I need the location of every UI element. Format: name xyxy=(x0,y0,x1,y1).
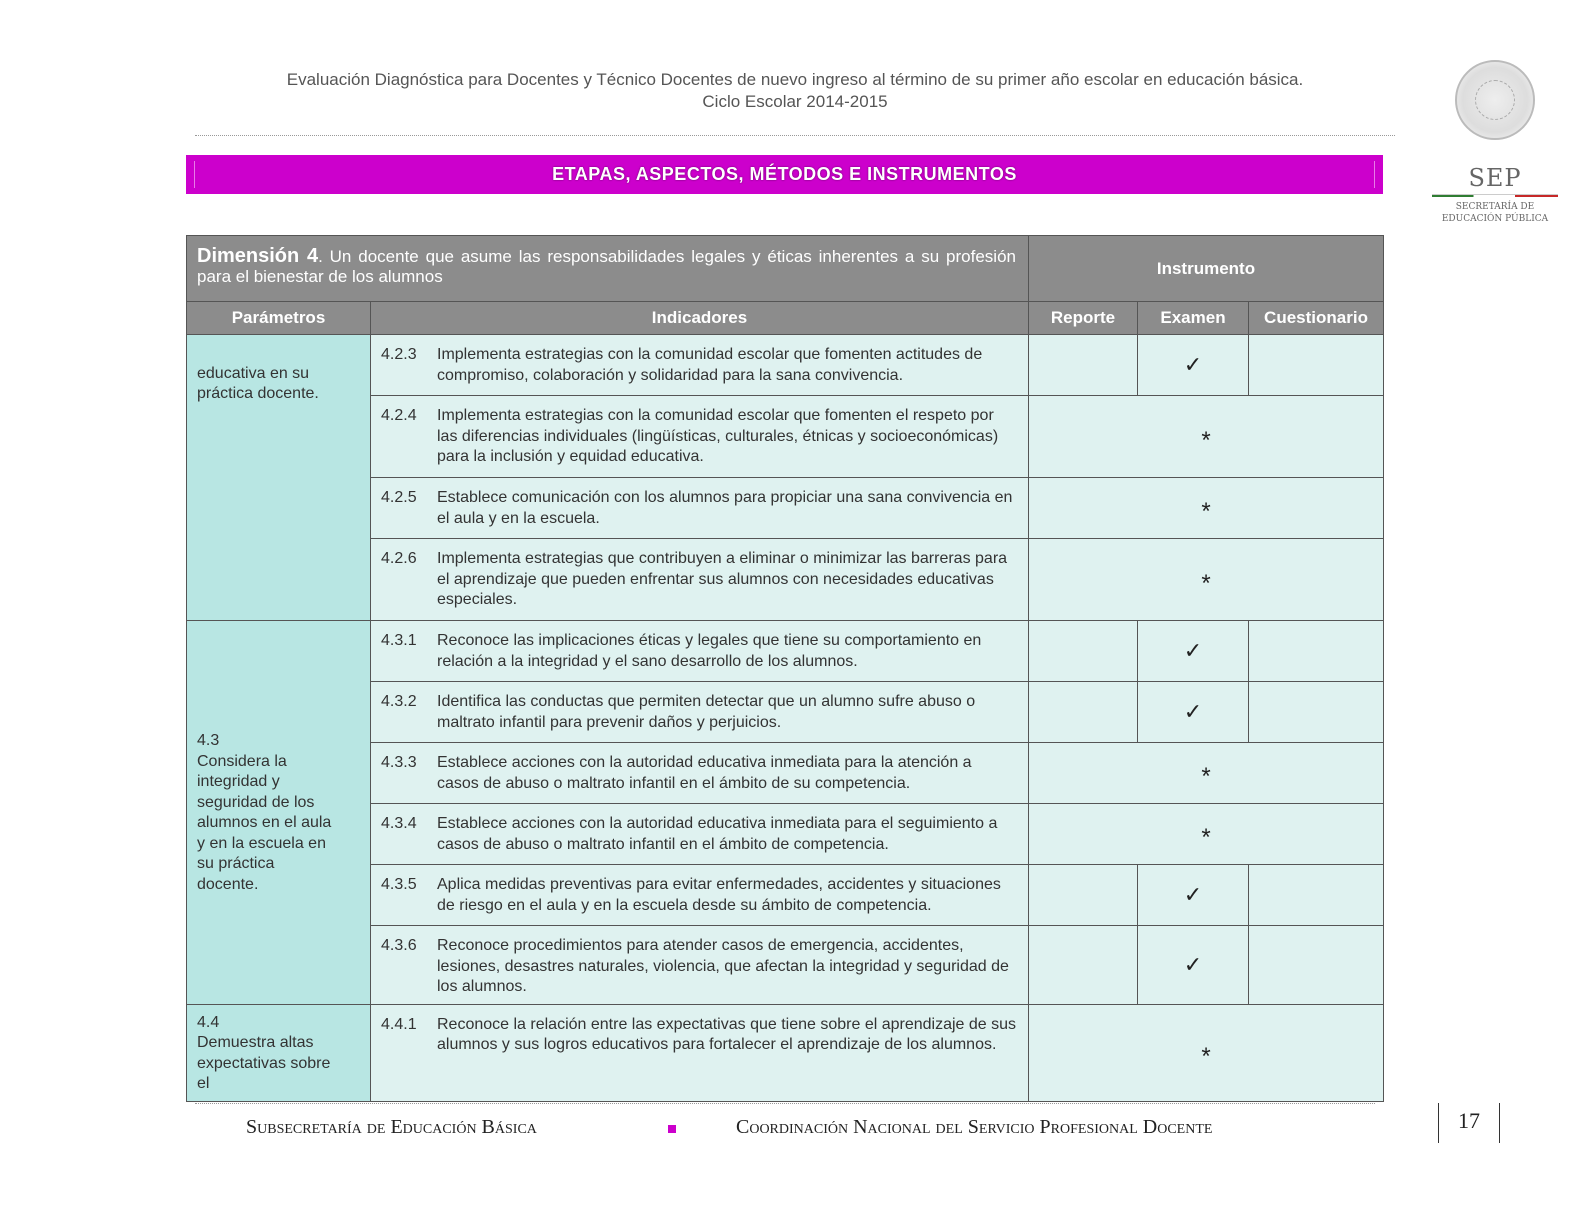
indicator-text: Establece comunicación con los alumnos para propiciar una sana convivencia en el aula y en la escuela. xyxy=(437,489,1013,527)
cuestionario-cell xyxy=(1249,621,1384,682)
indicator-cell xyxy=(371,621,1029,682)
sep-logo-sub1: SECRETARÍA DE xyxy=(1455,202,1535,212)
indicator-text: Establece acciones con la autoridad educativa inmediata para el seguimiento a casos de abuso o maltrato infantil en el ámbito de competencia. xyxy=(437,815,998,853)
indicator-cell xyxy=(371,478,1029,539)
indicator-text: Implementa estrategias con la comunidad escolar que fomenten actitudes de compromiso, colaboración y solidaridad para la sana convivencia. xyxy=(437,346,983,384)
header-divider xyxy=(195,135,1395,136)
indicator-number: 4.3.3 xyxy=(381,754,417,771)
all-instruments-asterisk: * xyxy=(1029,396,1384,478)
dimension-label: Dimensión 4 xyxy=(197,245,319,267)
dimension-description xyxy=(187,236,1029,302)
indicator-cell xyxy=(371,539,1029,621)
document-header-cycle: Ciclo Escolar 2014-2015 xyxy=(702,92,888,111)
indicator-number: 4.2.6 xyxy=(381,550,417,567)
reporte-cell xyxy=(1029,335,1138,396)
indicator-text: Reconoce la relación entre las expectativas que tiene sobre el aprendizaje de sus alumnos y sus logros educativos para fortalecer el aprendizaje de los alumnos. xyxy=(437,1015,1017,1053)
indicator-cell xyxy=(371,1004,1029,1101)
footer-separator-square xyxy=(668,1125,676,1133)
parameter-4-2-text: educativa en su práctica docente. xyxy=(197,364,319,402)
table-row xyxy=(187,621,1384,682)
parameter-4-4-number: 4.4 xyxy=(197,1013,220,1031)
indicator-number: 4.3.4 xyxy=(381,815,417,832)
examen-check-icon: ✓ xyxy=(1138,621,1249,682)
indicator-number: 4.3.1 xyxy=(381,632,417,649)
indicator-number: 4.2.5 xyxy=(381,489,417,506)
parameter-4-4 xyxy=(187,1004,371,1101)
indicator-number: 4.3.2 xyxy=(381,693,417,710)
parameter-4-3 xyxy=(187,621,371,1005)
all-instruments-asterisk: * xyxy=(1029,1004,1384,1101)
all-instruments-asterisk: * xyxy=(1029,743,1384,804)
all-instruments-asterisk: * xyxy=(1029,478,1384,539)
footer-coordinacion: Coordinación Nacional del Servicio Profesional Docente xyxy=(736,1116,1213,1138)
sep-logo xyxy=(1425,60,1565,225)
parameter-4-3-text: Considera la integridad y seguridad de los alumnos en el aula y en la escuela en su práctica docente. xyxy=(197,752,332,893)
cuestionario-cell xyxy=(1249,926,1384,1005)
reporte-cell xyxy=(1029,865,1138,926)
indicator-cell xyxy=(371,396,1029,478)
indicator-number: 4.3.5 xyxy=(381,876,417,893)
col-examen: Examen xyxy=(1138,302,1249,335)
section-banner-title: ETAPAS, ASPECTOS, MÉTODOS E INSTRUMENTOS xyxy=(552,164,1017,184)
col-indicadores: Indicadores xyxy=(371,302,1029,335)
examen-check-icon: ✓ xyxy=(1138,865,1249,926)
examen-check-icon: ✓ xyxy=(1138,335,1249,396)
parameter-4-3-number: 4.3 xyxy=(197,732,220,750)
page-number: 17 xyxy=(1438,1103,1500,1143)
indicator-text: Identifica las conductas que permiten detectar que un alumno sufre abuso o maltrato infantil para prevenir daños y perjuicios. xyxy=(437,693,976,731)
indicator-text: Implementa estrategias que contribuyen a eliminar o minimizar las barreras para el aprendizaje que pueden enfrentar sus alumnos con necesidades educativas especiales. xyxy=(437,550,1008,608)
table-row xyxy=(187,335,1384,396)
indicator-cell xyxy=(371,743,1029,804)
footer-subsecretaria: Subsecretaría de Educación Básica xyxy=(246,1116,537,1138)
dimension-table xyxy=(186,235,1384,1102)
indicator-cell xyxy=(371,865,1029,926)
indicator-number: 4.3.6 xyxy=(381,937,417,954)
reporte-cell xyxy=(1029,682,1138,743)
parameter-4-2 xyxy=(187,335,371,621)
indicator-cell xyxy=(371,926,1029,1005)
col-parametros: Parámetros xyxy=(187,302,371,335)
sep-logo-text: SEP xyxy=(1468,164,1522,192)
sep-logo-sub2: EDUCACIÓN PÚBLICA xyxy=(1441,214,1549,224)
cuestionario-cell xyxy=(1249,865,1384,926)
sep-logo-bar xyxy=(1432,194,1558,197)
column-header-row xyxy=(187,302,1384,335)
dimension-header-row xyxy=(187,236,1384,302)
col-reporte: Reporte xyxy=(1029,302,1138,335)
table-row xyxy=(187,1004,1384,1101)
cuestionario-cell xyxy=(1249,335,1384,396)
indicator-cell xyxy=(371,682,1029,743)
cuestionario-cell xyxy=(1249,682,1384,743)
document-header-title: Evaluación Diagnóstica para Docentes y Técnico Docentes de nuevo ingreso al término de su primer año escolar en educación básica. xyxy=(286,70,1304,89)
section-banner xyxy=(186,155,1383,194)
indicator-text: Reconoce procedimientos para atender casos de emergencia, accidentes, lesiones, desastres naturales, violencia, que afectan la integridad y seguridad de los alumnos. xyxy=(437,937,1009,995)
examen-check-icon: ✓ xyxy=(1138,926,1249,1005)
indicator-cell xyxy=(371,804,1029,865)
indicator-text: Implementa estrategias con la comunidad escolar que fomenten el respeto por las diferencias individuales (lingüísticas, culturales, étnicas y socioeconómicas) para la inclusión y equidad educativa. xyxy=(437,407,999,465)
parameter-4-4-text: Demuestra altas expectativas sobre el xyxy=(197,1034,331,1092)
reporte-cell xyxy=(1029,621,1138,682)
national-seal-icon xyxy=(1455,60,1535,140)
examen-check-icon: ✓ xyxy=(1138,682,1249,743)
reporte-cell xyxy=(1029,926,1138,1005)
indicator-number: 4.2.3 xyxy=(381,346,417,363)
col-cuestionario: Cuestionario xyxy=(1249,302,1384,335)
indicator-cell xyxy=(371,335,1029,396)
all-instruments-asterisk: * xyxy=(1029,804,1384,865)
indicator-text: Reconoce las implicaciones éticas y legales que tiene su comportamiento en relación a la integridad y el sano desarrollo de los alumnos. xyxy=(437,632,982,670)
all-instruments-asterisk: * xyxy=(1029,539,1384,621)
indicator-text: Establece acciones con la autoridad educativa inmediata para la atención a casos de abuso o maltrato infantil en el ámbito de su competencia. xyxy=(437,754,972,792)
indicator-text: Aplica medidas preventivas para evitar enfermedades, accidentes y situaciones de riesgo en el aula y en la escuela desde su ámbito de competencia. xyxy=(437,876,1001,914)
footer-divider xyxy=(195,1103,1375,1104)
indicator-number: 4.4.1 xyxy=(381,1015,417,1033)
instrumento-header: Instrumento xyxy=(1029,236,1384,302)
indicator-number: 4.2.4 xyxy=(381,407,417,424)
dimension-text: . Un docente que asume las responsabilidades legales y éticas inherentes a su profesión para el bienestar de los alumnos xyxy=(197,247,1016,286)
